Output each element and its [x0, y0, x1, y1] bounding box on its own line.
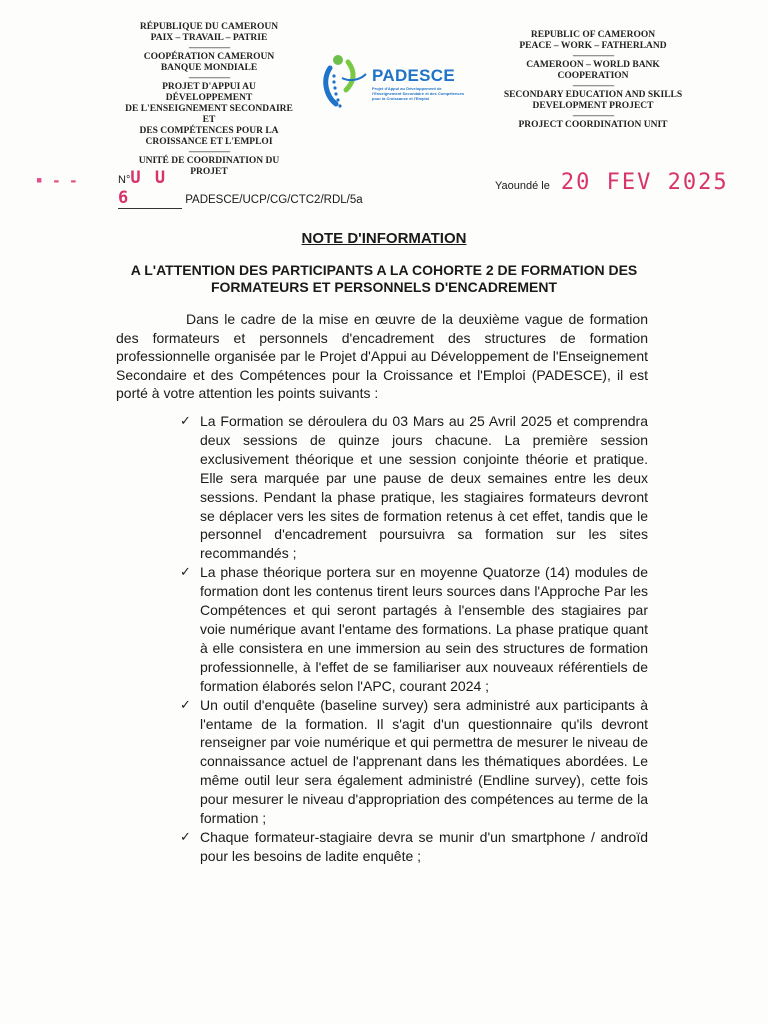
date-line: [495, 170, 729, 195]
number-stamp: U U 6: [118, 168, 168, 208]
list-item-text: Chaque formateur-stagiaire devra se munir d'un smartphone / androïd pour les besoins de ladite enquête ;: [200, 828, 648, 864]
coop-fr-1: COOPÉRATION CAMEROUN: [143, 52, 275, 62]
header-left: [118, 22, 300, 178]
logo-name: PADESCE: [372, 66, 456, 85]
separator: -------------------: [188, 43, 230, 53]
separator: -------------------: [572, 51, 614, 61]
republic-fr: RÉPUBLIQUE DU CAMEROUN: [139, 22, 279, 32]
header-right: [498, 30, 688, 131]
project-fr-3: DES COMPÉTENCES POUR LA: [139, 126, 279, 136]
list-item: [178, 828, 648, 866]
motto-en: PEACE – WORK – FATHERLAND: [519, 41, 667, 51]
stamp-marks: ▪ ‑ ‑: [36, 170, 80, 190]
separator: -------------------: [188, 73, 230, 83]
coop-en-1: CAMEROON – WORLD BANK: [526, 60, 660, 70]
reference-code: PADESCE/UCP/CG/CTC2/RDL/5a: [185, 194, 363, 206]
checkmark-icon: ✓: [180, 413, 191, 428]
checkmark-icon: ✓: [180, 828, 191, 844]
intro-paragraph: Dans le cadre de la mise en œuvre de la deuxième vague de formation des formateurs et personnels d'encadrement des structures de formation professionnelle organisée par le Projet d'Appui au Développement de l'Enseignement Secondaire et des Compétences pour la Croissance et l'Emploi (PADESCE), il est porté à votre attention les points suivants :: [116, 311, 648, 402]
project-fr-1: PROJET D'APPUI AU DÉVELOPPEMENT: [162, 82, 256, 103]
unit-en: PROJECT COORDINATION UNIT: [518, 120, 668, 130]
list-item-text: La phase théorique portera sur en moyenne Quatorze (14) modules de formation dont les contenus tirent leurs sources dans l'Approche Par les Compétences et qui seront partagés à l'ensemble des stagiaires par voie numérique avant l'entame des formations. La phase pratique quant à elle consistera en une immersion au sein des structures de formation professionnelle, à l'effet de se familiariser aux nouveaux référentiels de formation élaborés selon l'APC, courant 2024 ;: [200, 564, 648, 694]
checkmark-icon: ✓: [180, 564, 191, 580]
project-en-2: DEVELOPMENT PROJECT: [532, 101, 654, 111]
reference-line: [118, 168, 363, 209]
project-fr-2: DE L'ENSEIGNEMENT SECONDAIRE ET: [125, 104, 293, 125]
republic-en: REPUBLIC OF CAMEROON: [530, 30, 656, 40]
date-stamp: 20 FEV 2025: [560, 170, 729, 195]
list-item: [178, 563, 648, 695]
list-item: [178, 412, 648, 563]
padesce-logo: [320, 52, 470, 116]
project-en-1: SECONDARY EDUCATION AND SKILLS: [503, 90, 683, 100]
list-item: [178, 696, 648, 828]
date-place: Yaoundé le: [495, 180, 550, 192]
checkmark-icon: ✓: [180, 696, 191, 712]
motto-fr: PAIX – TRAVAIL – PATRIE: [150, 33, 268, 43]
coop-fr-2: BANQUE MONDIALE: [160, 63, 258, 73]
reference-number: [118, 168, 182, 209]
unit-fr-1: UNITÉ DE COORDINATION DU: [138, 156, 280, 166]
separator: -------------------: [188, 147, 230, 157]
logo-tagline: Projet d'Appui au Développement de l'Enseignement Secondaire et des Compétences pour la Croissance et l'Emploi: [372, 86, 465, 101]
unit-fr-2: PROJET: [190, 167, 228, 177]
list-item-text: La Formation se déroulera du 03 Mars au 25 Avril 2025 et comprendra deux sessions de quinze jours chacune. La première session exclusivement théorique et une session conjointe théorie et pratique. Elle sera marquée par une pause de deux semaines entre les deux sessions. Pendant la phase pratique, les stagiaires formateurs devront se déplacer vers les sites de formation retenus à cet effet, tandis que le personnel d'encadrement poursuivra sa formation sur les sites recommandés ;: [200, 413, 648, 562]
document-title: NOTE D'INFORMATION: [301, 230, 467, 247]
separator: -------------------: [572, 81, 614, 91]
coop-en-2: COOPERATION: [557, 71, 629, 81]
list-item-text: Un outil d'enquête (baseline survey) sera administré aux participants à l'entame de la formation. Il s'agit d'un questionnaire qu'ils devront renseigner par voie numérique et qui permettra de mesurer le niveau de connaissance actuel de l'apprenant dans les thématiques abordées. Le même outil leur sera également administré (Endline survey), cette fois pour mesurer le niveau d'appropriation des compétences au terme de la formation ;: [200, 696, 648, 827]
separator: -------------------: [572, 111, 614, 121]
number-label: N°: [118, 174, 131, 186]
project-fr-4: CROISSANCE ET L'EMPLOI: [145, 137, 273, 147]
bullet-list: [178, 412, 648, 866]
logo-figure-icon: [320, 52, 370, 116]
document-subtitle: A L'ATTENTION DES PARTICIPANTS A LA COHORTE 2 DE FORMATION DES FORMATEURS ET PERSONNELS D'ENCADREMENT: [130, 262, 638, 295]
